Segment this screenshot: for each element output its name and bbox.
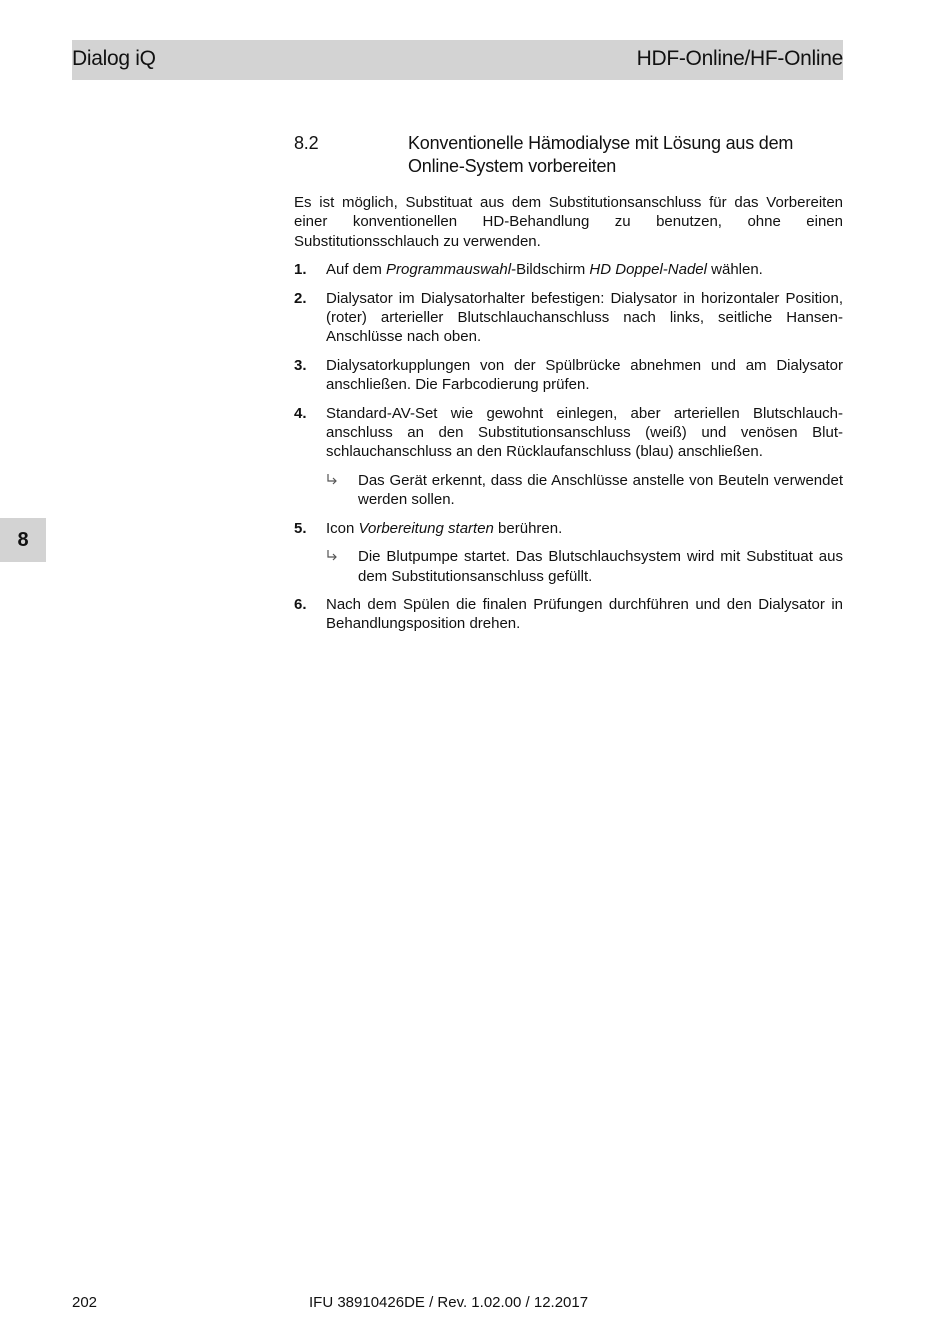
- step-number: 3.: [294, 356, 307, 374]
- arrow-result-icon: [326, 471, 358, 510]
- step-number: 2.: [294, 289, 307, 307]
- step-5-result: [326, 547, 843, 586]
- section-heading: [294, 132, 843, 178]
- step-text: Standard-AV-Set wie gewohnt einlegen, aber arteriellen Blutschlauch-anschluss an den Substitutionsanschluss (weiß) und venösen Blut-schlauchanschluss an den Rücklaufanschluss (blau) anschließen.: [326, 404, 843, 461]
- chapter-tab: 8: [0, 518, 46, 562]
- page-header: [72, 40, 843, 80]
- step-6: [294, 595, 843, 634]
- section-number: 8.2: [294, 133, 319, 153]
- icon-name: Vorbereitung starten: [358, 519, 494, 537]
- main-content: [294, 132, 843, 643]
- step-4-result: [326, 471, 843, 510]
- program-name: HD Doppel-Nadel: [589, 261, 707, 279]
- step-text-part: berühren.: [493, 519, 563, 537]
- step-text: [326, 519, 843, 538]
- result-text: Die Blutpumpe startet. Das Blutschlauchsystem wird mit Substituat aus dem Substitutionsanschluss gefüllt.: [358, 548, 843, 585]
- step-3: [294, 356, 843, 395]
- step-number: 1.: [294, 261, 307, 279]
- step-text: Nach dem Spülen die finalen Prüfungen durchführen und den Dialysator in Behandlungsposition drehen.: [326, 595, 843, 633]
- screen-name: Programmauswahl: [386, 261, 512, 279]
- section-title: Konventionelle Hämodialyse mit Lösung aus dem Online-System vorbereiten: [408, 133, 794, 176]
- step-4: [294, 404, 843, 462]
- step-text-part: Icon: [326, 519, 359, 537]
- footer-page-number: 202: [72, 1294, 98, 1311]
- step-text: [326, 260, 843, 279]
- header-chapter-title: HDF-Online/HF-Online: [636, 47, 843, 70]
- step-number: 6.: [294, 595, 307, 613]
- footer-document-id: IFU 38910426DE / Rev. 1.02.00 / 12.2017: [309, 1294, 589, 1311]
- step-text-part: -Bildschirm: [511, 261, 590, 279]
- arrow-result-icon: [326, 547, 358, 586]
- step-text: Dialysatorkupplungen von der Spülbrücke abnehmen und am Dialysator anschließen. Die Farbcodierung prüfen.: [326, 356, 843, 394]
- step-text: Dialysator im Dialysatorhalter befestigen: Dialysator in horizontaler Position, (roter) arterieller Blutschlauchanschluss nach links, seitliche Hansen-Anschlüsse nach oben.: [326, 289, 843, 346]
- header-product-title: Dialog iQ: [72, 47, 156, 70]
- step-text-part: Auf dem: [326, 261, 387, 279]
- intro-paragraph: Es ist möglich, Substituat aus dem Substitutionsanschluss für das Vorbereiten einer konventionellen HD-Behandlung zu benutzen, ohne einen Substitutionsschlauch zu verwenden.: [294, 194, 843, 250]
- step-1: [294, 260, 843, 279]
- step-number: 4.: [294, 404, 307, 422]
- step-text-part: wählen.: [706, 261, 763, 279]
- result-text: Das Gerät erkennt, dass die Anschlüsse anstelle von Beuteln verwendet werden sollen.: [358, 471, 843, 509]
- step-2: [294, 289, 843, 347]
- step-number: 5.: [294, 519, 307, 537]
- step-5: [294, 519, 843, 538]
